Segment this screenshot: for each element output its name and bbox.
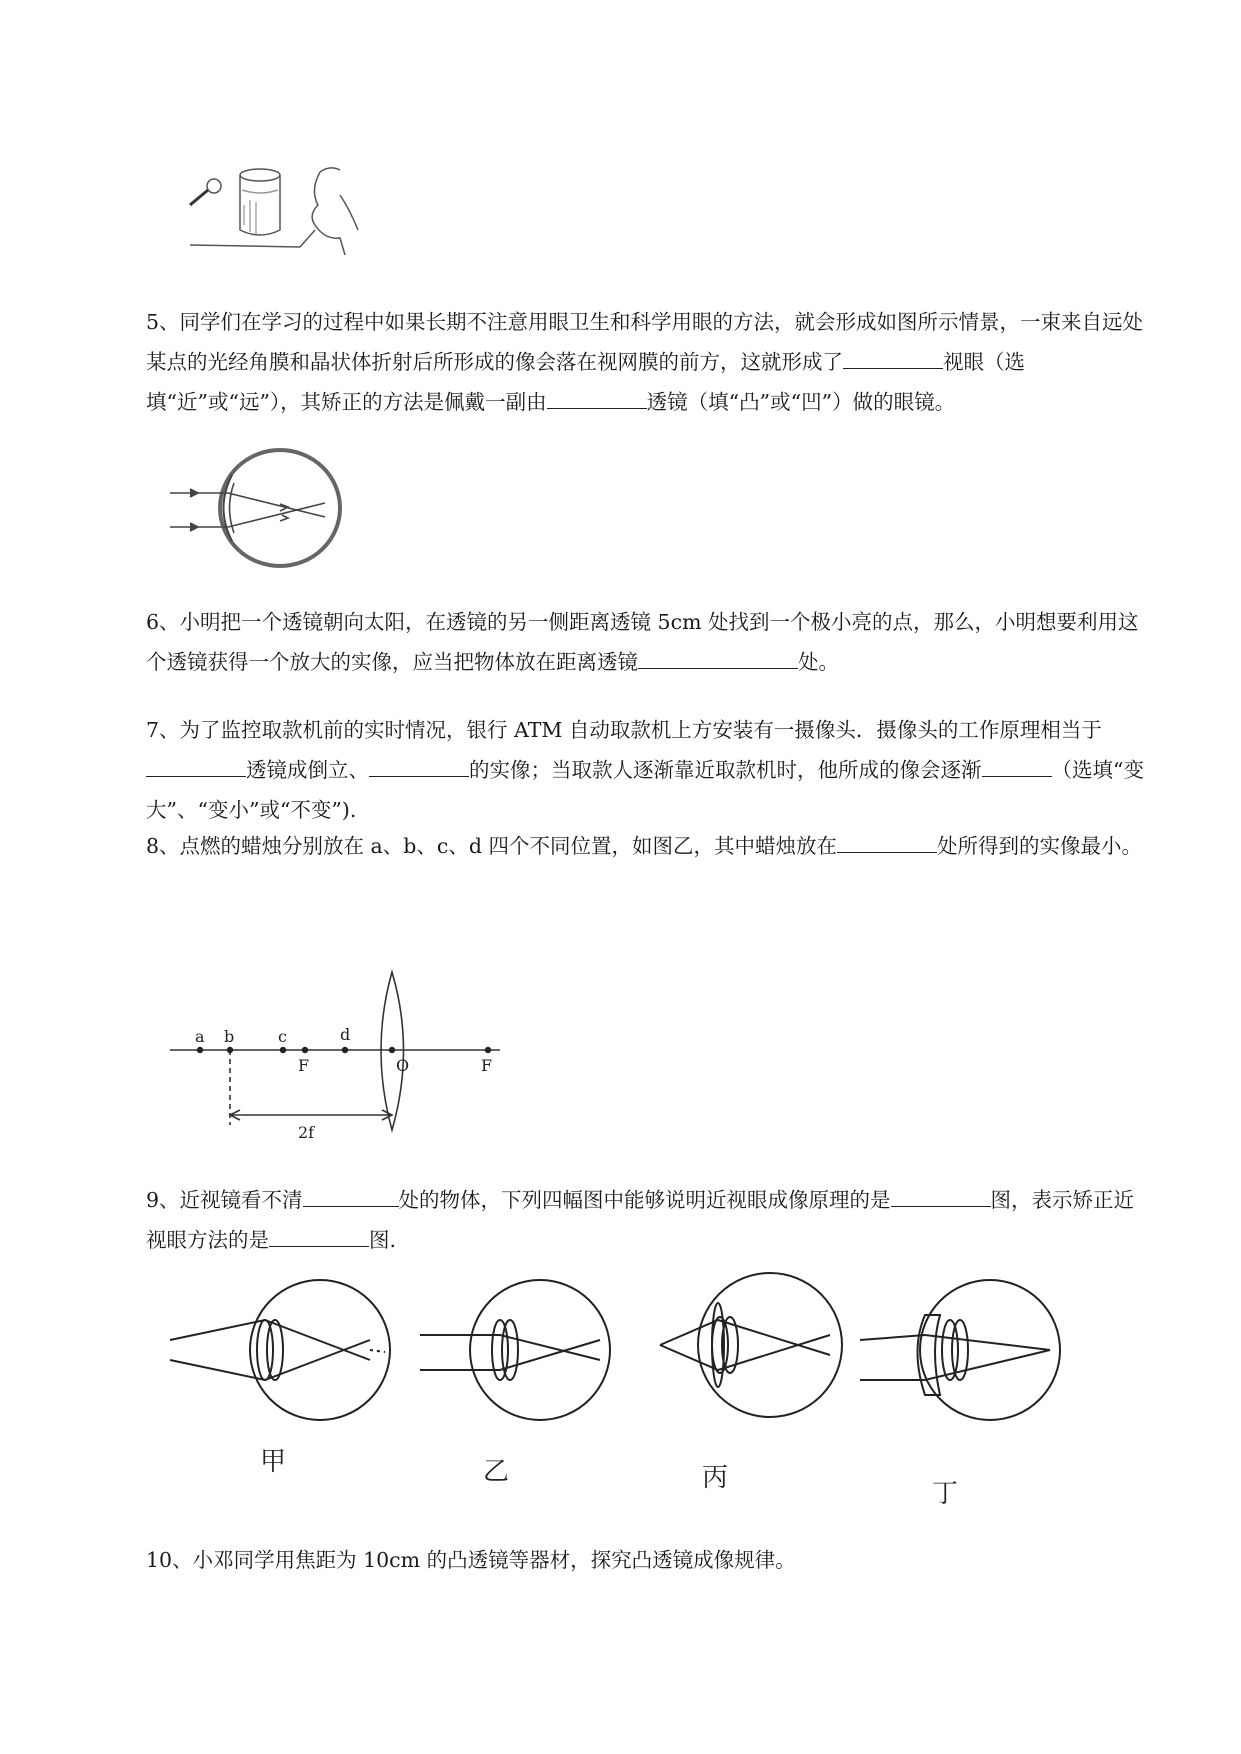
point-a <box>197 1047 203 1053</box>
q9-text-1: 9、近视镜看不清 <box>146 1188 303 1212</box>
q7-blank-3[interactable] <box>982 754 1052 777</box>
q9-text-4: 图. <box>369 1228 397 1252</box>
q5-blank-1[interactable] <box>843 346 943 369</box>
myopia-eye-diagram <box>170 445 350 575</box>
label-b: b <box>224 1027 235 1046</box>
question-5 <box>146 302 1146 422</box>
magnifier-jar-illustration <box>180 160 390 260</box>
label-F1: F <box>298 1056 310 1075</box>
point-c <box>280 1047 286 1053</box>
point-O <box>389 1047 395 1053</box>
label-yi: 乙 <box>483 1457 510 1487</box>
q7-blank-1[interactable] <box>146 754 246 777</box>
four-eye-diagrams <box>170 1280 1080 1520</box>
label-d: d <box>340 1025 351 1044</box>
q5-text-3: 透镜（填“凸”或“凹”）做的眼镜。 <box>646 390 956 414</box>
q5-text-2: 视眼（选填“近”或“远”），其矫正的方法是佩戴一副由 <box>146 350 1025 414</box>
q7-text-1: 7、为了监控取款机前的实时情况，银行 ATM 自动取款机上方安装有一摄像头．摄像头的工作原理相当于 <box>146 718 1102 742</box>
label-bing: 丙 <box>702 1463 729 1493</box>
q8-text-1: 8、点燃的蜡烛分别放在 a、b、c、d 四个不同位置，如图乙，其中蜡烛放在 <box>146 834 838 858</box>
q7-text-2: 透镜成倒立、 <box>246 758 369 782</box>
label-O: O <box>396 1056 410 1075</box>
point-F2 <box>485 1047 491 1053</box>
q6-blank-1[interactable] <box>638 646 798 669</box>
label-ding: 丁 <box>932 1479 959 1509</box>
label-2f: 2f <box>298 1123 315 1142</box>
question-10 <box>146 1540 1146 1580</box>
q7-text-3: 的实像；当取款人逐渐靠近取款机时，他所成的像会逐渐 <box>469 758 982 782</box>
label-c: c <box>278 1027 287 1046</box>
q10-text-1: 10、小邓同学用焦距为 10cm 的凸透镜等器材，探究凸透镜成像规律。 <box>146 1548 796 1572</box>
label-a: a <box>195 1027 205 1046</box>
q8-blank-1[interactable] <box>837 830 937 853</box>
question-6 <box>146 602 1146 682</box>
point-d <box>342 1047 348 1053</box>
label-F2: F <box>481 1056 493 1075</box>
q6-text-2: 处。 <box>798 650 839 674</box>
q6-text-1: 6、小明把一个透镜朝向太阳，在透镜的另一侧距离透镜 5cm 处找到一个极小亮的点，那么，小明想要利用这个透镜获得一个放大的实像，应当把物体放在距离透镜 <box>146 610 1139 674</box>
q9-text-3: 图，表示矫正近视眼方法的是 <box>146 1188 1135 1252</box>
q7-text-4: （选填“变大”、“变小”或“不变”). <box>146 758 1144 822</box>
lens-axis-diagram <box>170 970 510 1140</box>
q8-text-2: 处所得到的实像最小。 <box>937 834 1143 858</box>
label-jia: 甲 <box>260 1447 287 1477</box>
point-b <box>227 1047 233 1053</box>
q9-blank-3[interactable] <box>269 1224 369 1247</box>
point-F1 <box>302 1047 308 1053</box>
q5-text-1: 5、同学们在学习的过程中如果长期不注意用眼卫生和科学用眼的方法，就会形成如图所示情景，一束来自远处某点的光经角膜和晶状体折射后所形成的像会落在视网膜的前方，这就形成了 <box>146 310 1144 374</box>
q9-blank-2[interactable] <box>891 1184 991 1207</box>
q7-blank-2[interactable] <box>369 754 469 777</box>
q5-blank-2[interactable] <box>547 386 647 409</box>
q9-blank-1[interactable] <box>303 1184 399 1207</box>
q9-text-2: 处的物体，下列四幅图中能够说明近视眼成像原理的是 <box>398 1188 891 1212</box>
question-7 <box>146 710 1146 830</box>
question-9 <box>146 1180 1146 1260</box>
question-8 <box>146 826 1146 866</box>
